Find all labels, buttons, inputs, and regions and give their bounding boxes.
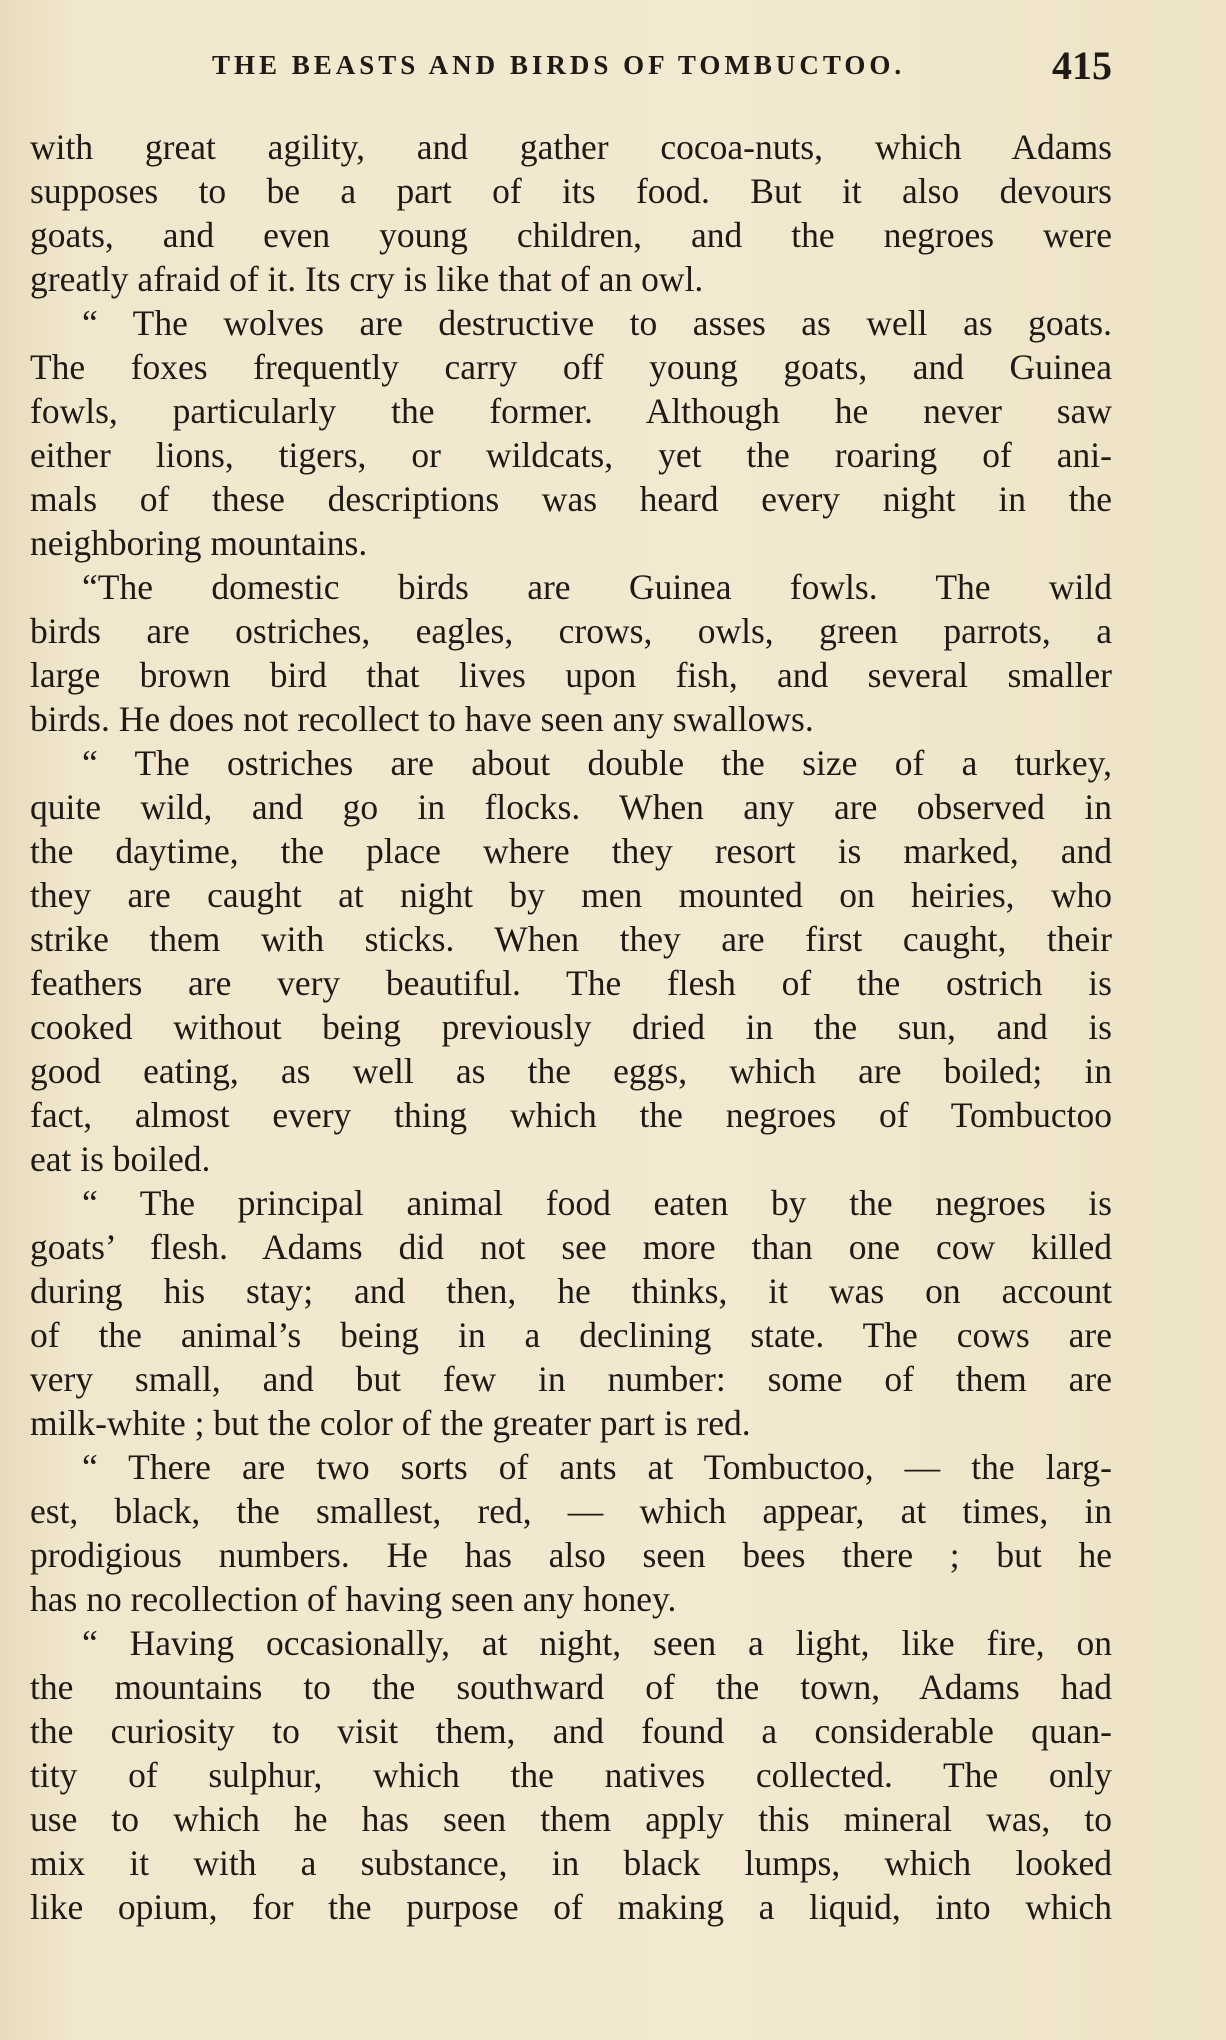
text-line: during his stay; and then, he thinks, it was on account <box>30 1271 1112 1311</box>
text-line: very small, and but few in number: some of them are <box>30 1359 1112 1399</box>
body-text <box>30 125 1112 1929</box>
text-line: est, black, the smallest, red, — which appear, at times, in <box>30 1491 1112 1531</box>
text-line: birds are ostriches, eagles, crows, owls, green parrots, a <box>30 611 1112 651</box>
text-line: quite wild, and go in flocks. When any are observed in <box>30 787 1112 827</box>
text-line: the daytime, the place where they resort is marked, and <box>30 831 1112 871</box>
text-line: “ The ostriches are about double the size of a turkey, <box>82 743 1112 783</box>
text-line: “ Having occasionally, at night, seen a light, like fire, on <box>82 1623 1112 1663</box>
text-line: neighboring mountains. <box>30 523 368 563</box>
text-line: use to which he has seen them apply this mineral was, to <box>30 1799 1112 1839</box>
text-line: fact, almost every thing which the negroes of Tombuctoo <box>30 1095 1112 1135</box>
text-line: feathers are very beautiful. The flesh of the ostrich is <box>30 963 1112 1003</box>
text-line: with great agility, and gather cocoa-nuts, which Adams <box>30 127 1112 167</box>
text-line: strike them with sticks. When they are first caught, their <box>30 919 1112 959</box>
text-line: supposes to be a part of its food. But it also devours <box>30 171 1112 211</box>
text-line: milk-white ; but the color of the greater part is red. <box>30 1403 751 1443</box>
running-head: THE BEASTS AND BIRDS OF TOMBUCTOO. <box>212 50 906 80</box>
text-line: “ The principal animal food eaten by the negroes is <box>82 1183 1112 1223</box>
text-line: the mountains to the southward of the town, Adams had <box>30 1667 1112 1707</box>
text-line: the curiosity to visit them, and found a considerable quan- <box>30 1711 1112 1751</box>
page-number: 415 <box>1052 43 1112 88</box>
text-line: tity of sulphur, which the natives collected. The only <box>30 1755 1112 1795</box>
text-line: like opium, for the purpose of making a liquid, into which <box>30 1887 1112 1927</box>
text-line: birds. He does not recollect to have seen any swallows. <box>30 699 814 739</box>
text-line: large brown bird that lives upon fish, and several smaller <box>30 655 1112 695</box>
text-line: goats’ flesh. Adams did not see more than one cow killed <box>30 1227 1112 1267</box>
text-line: either lions, tigers, or wildcats, yet the roaring of ani- <box>30 435 1112 475</box>
text-line: they are caught at night by men mounted on heiries, who <box>30 875 1112 915</box>
text-line: has no recollection of having seen any honey. <box>30 1579 677 1619</box>
text-line: prodigious numbers. He has also seen bees there ; but he <box>30 1535 1112 1575</box>
text-line: “The domestic birds are Guinea fowls. The wild <box>82 567 1112 607</box>
text-line: “ There are two sorts of ants at Tombuctoo, — the larg- <box>82 1447 1112 1487</box>
text-line: goats, and even young children, and the negroes were <box>30 215 1112 255</box>
text-line: of the animal’s being in a declining state. The cows are <box>30 1315 1112 1355</box>
page-header <box>30 42 1112 90</box>
text-line: The foxes frequently carry off young goats, and Guinea <box>30 347 1112 387</box>
text-line: mals of these descriptions was heard every night in the <box>30 479 1112 519</box>
text-line: cooked without being previously dried in the sun, and is <box>30 1007 1112 1047</box>
text-line: good eating, as well as the eggs, which are boiled; in <box>30 1051 1112 1091</box>
text-line: fowls, particularly the former. Although he never saw <box>30 391 1112 431</box>
text-line: mix it with a substance, in black lumps, which looked <box>30 1843 1112 1883</box>
text-line: “ The wolves are destructive to asses as well as goats. <box>82 303 1112 343</box>
text-line: eat is boiled. <box>30 1139 211 1179</box>
text-line: greatly afraid of it. Its cry is like that of an owl. <box>30 259 704 299</box>
